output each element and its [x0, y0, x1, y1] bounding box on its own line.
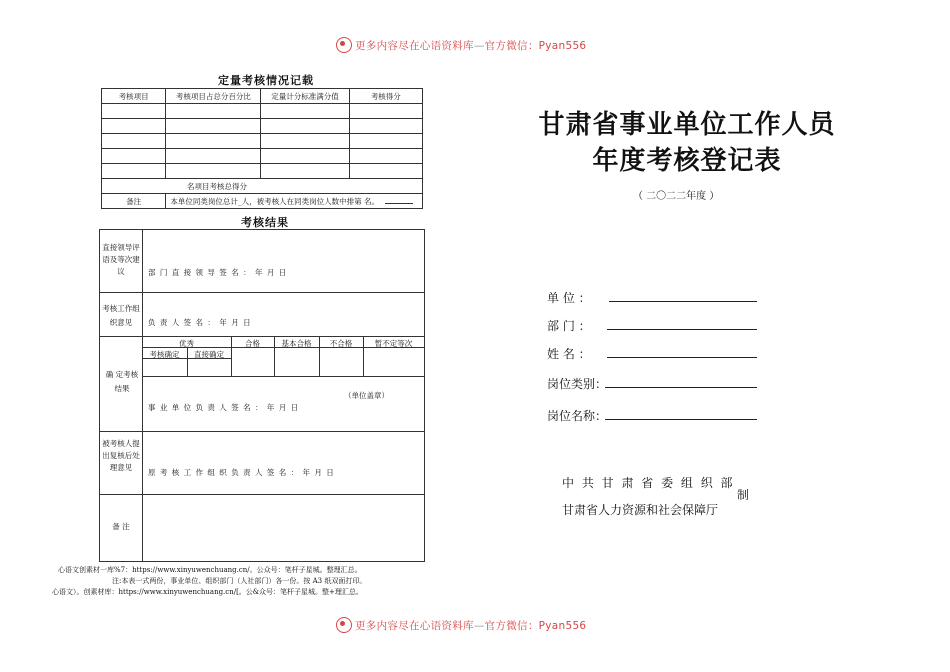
table-cell[interactable] [261, 119, 349, 134]
confirm-label: 确 定考核结果 [105, 370, 139, 393]
remarks-text-cell [166, 194, 423, 209]
quant-header-item: 考核项目 [102, 89, 166, 104]
table-cell[interactable] [102, 134, 166, 149]
label-column-divider [142, 230, 143, 561]
watermark-top [336, 38, 586, 54]
grade-undetermined: 暂不定等次 [374, 339, 413, 348]
watermark-logo-icon [336, 617, 352, 633]
row-divider [100, 494, 424, 495]
result-title: 考核结果 [241, 216, 289, 229]
quant-title: 定量考核情况记载 [218, 74, 314, 87]
watermark-id: Pyan556 [538, 620, 587, 632]
grade-bottom-divider [142, 376, 424, 377]
notes-label: 备 注 [112, 522, 130, 531]
table-cell[interactable] [166, 119, 261, 134]
footer-line-3: 心语文）。创素材库：https://www.xinyuwenchuang.cn/[。公&众号：笔杆子星城。整+理汇总。 [52, 588, 363, 596]
org-sign: 负 责 人 签 名 ： 年 月 日 [148, 318, 252, 327]
footer-line-1: 心语文创素材一库%7：https://www.xinyuwenchuang.cn/。公众号：笔杆子星城。整理汇总。 [58, 566, 362, 574]
table-row [102, 104, 423, 119]
footer-line-2: 注:本表一式两份，事业单位、组织部门（人社部门）各一份。按 A3 纸双面打印。 [112, 577, 367, 585]
watermark-wechat: 官方微信： [484, 620, 539, 632]
subgrade-direct: 直接确定 [194, 350, 224, 359]
watermark-site: 更多内容尽在心语资料库 [355, 620, 474, 632]
quant-table [101, 88, 423, 209]
table-cell[interactable] [261, 164, 349, 179]
table-row [102, 149, 423, 164]
grade-unqualified: 不合格 [329, 339, 353, 348]
table-row [102, 134, 423, 149]
leader-label: 直接领导评语及等次建议 [102, 243, 140, 276]
table-cell[interactable] [166, 164, 261, 179]
title-line-2: 年度考核登记表 [592, 146, 782, 176]
field-unit [547, 287, 759, 315]
watermark-dash: — [473, 40, 485, 52]
title-line-1: 甘肃省事业单位工作人员 [538, 110, 836, 140]
unit-sign: 事 业 单 位 负 责 人 签 名 ： 年 月 日 [148, 403, 300, 412]
remarks-text: 本单位同类岗位总计_人，被考核人在同类岗位人数中排第 名。 [170, 196, 380, 206]
table-cell[interactable] [261, 149, 349, 164]
field-category-label: 岗位类别： [547, 377, 608, 391]
row-divider [100, 336, 424, 337]
table-cell[interactable] [166, 134, 261, 149]
watermark-site: 更多内容尽在心语资料库 [355, 40, 474, 52]
field-category-input[interactable] [605, 375, 757, 388]
table-cell[interactable] [349, 164, 422, 179]
field-position-input[interactable] [605, 407, 757, 420]
info-fields [547, 287, 759, 435]
quant-total-row [102, 179, 423, 194]
table-cell[interactable] [261, 134, 349, 149]
row-divider [100, 292, 424, 293]
watermark-bottom [336, 618, 586, 634]
field-unit-input[interactable] [609, 289, 757, 302]
field-name-label: 姓 名 ： [547, 347, 591, 361]
field-name [547, 343, 759, 373]
subgrade-exam: 考核确定 [149, 350, 180, 359]
remarks-blank[interactable] [385, 203, 413, 204]
watermark-wechat: 官方微信： [484, 40, 539, 52]
result-table [99, 229, 425, 562]
table-cell[interactable] [349, 149, 422, 164]
issuer-line-2: 甘肃省人力资源和社会保障厅 [562, 503, 719, 517]
field-category [547, 373, 759, 405]
field-dept-label: 部 门 ： [547, 319, 591, 333]
table-cell[interactable] [166, 104, 261, 119]
table-cell[interactable] [261, 104, 349, 119]
field-unit-label: 单 位 ： [547, 291, 591, 305]
leader-sign: 部 门 直 接 领 导 签 名 ： 年 月 日 [148, 268, 288, 277]
watermark-id: Pyan556 [538, 40, 587, 52]
quant-header-percent: 考核项目占总分百分比 [166, 89, 261, 104]
issuer-suffix: 制 [737, 488, 750, 502]
table-cell[interactable] [349, 119, 422, 134]
remarks-label: 备注 [102, 194, 166, 209]
table-cell[interactable] [166, 149, 261, 164]
quant-header-row [102, 89, 423, 104]
table-row [102, 119, 423, 134]
table-cell[interactable] [102, 164, 166, 179]
year-label: （ 二〇二二年度 ） [633, 191, 720, 202]
row-divider [100, 431, 424, 432]
table-cell[interactable] [349, 104, 422, 119]
field-dept [547, 315, 759, 343]
field-position-label: 岗位名称： [547, 409, 608, 423]
watermark-dash: — [473, 620, 485, 632]
quant-remarks-row [102, 194, 423, 209]
table-cell[interactable] [102, 149, 166, 164]
field-name-input[interactable] [607, 345, 757, 358]
grade-excellent: 优秀 [179, 339, 194, 348]
quant-header-max: 定量计分标准满分值 [261, 89, 349, 104]
review-label: 被考核人提出复核后处理意见 [102, 439, 140, 472]
watermark-logo-icon [336, 37, 352, 53]
table-cell[interactable] [349, 134, 422, 149]
org-label: 考核工作组织意见 [102, 304, 140, 327]
table-cell[interactable] [102, 104, 166, 119]
quant-header-score: 考核得分 [349, 89, 422, 104]
grade-basic: 基本合格 [281, 339, 312, 348]
unit-seal: （单位盖章） [344, 391, 389, 400]
table-row [102, 164, 423, 179]
grade-qualified: 合格 [245, 339, 260, 348]
issuer-line-1: 中 共 甘 肃 省 委 组 织 部 [562, 476, 735, 490]
review-sign: 原 考 核 工 作 组 织 负 责 人 签 名 ： 年 月 日 [148, 468, 335, 477]
quant-total-label: 名项目考核总得分 [102, 179, 423, 194]
field-position [547, 405, 759, 435]
field-dept-input[interactable] [607, 317, 757, 330]
table-cell[interactable] [102, 119, 166, 134]
